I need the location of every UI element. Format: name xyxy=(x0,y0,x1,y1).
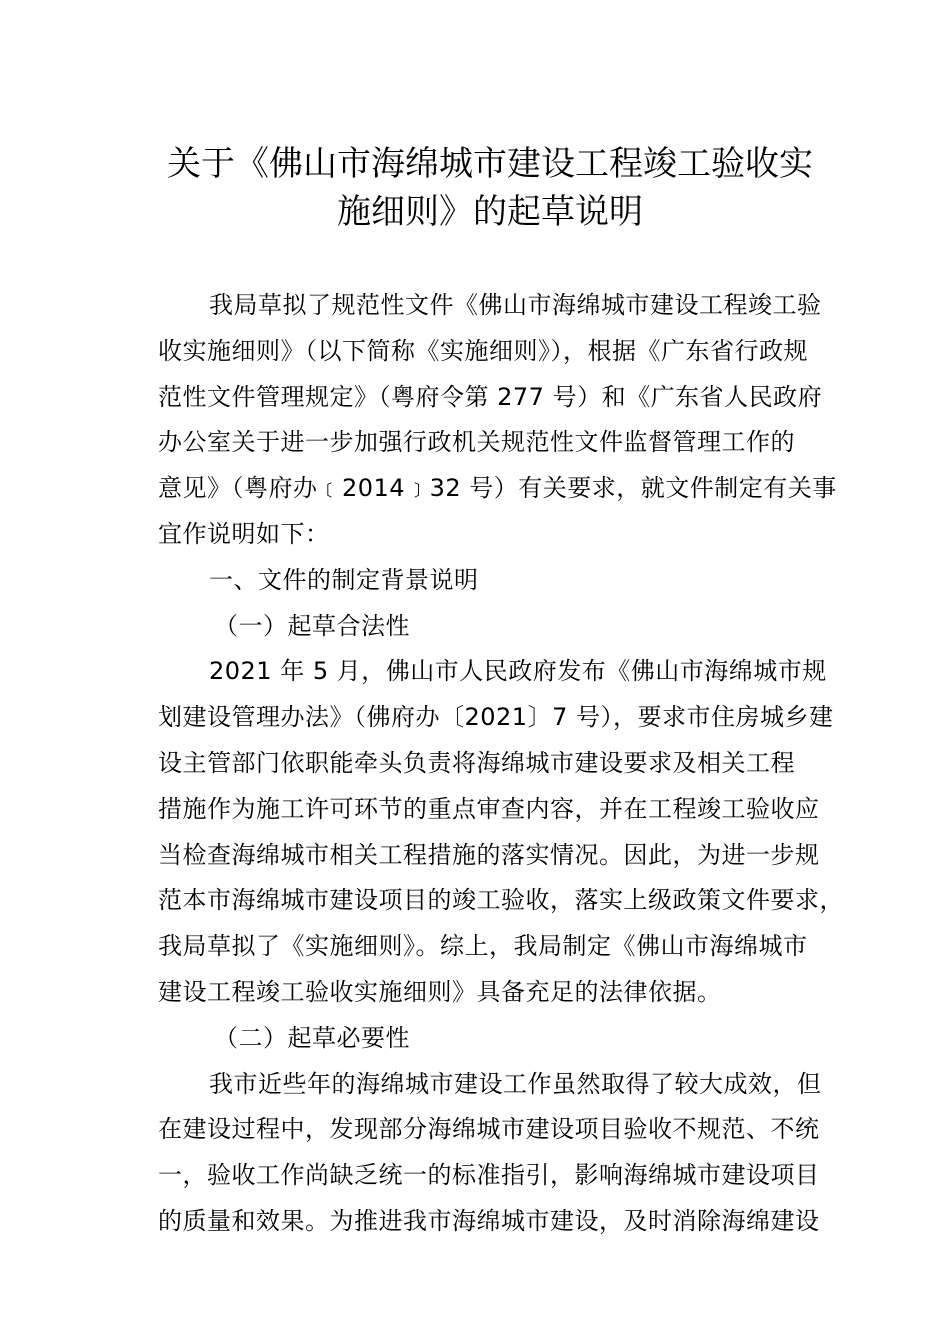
subsection-heading: （一）起草合法性 xyxy=(214,611,410,640)
paragraph-line: 收实施细则》（以下简称《实施细则》），根据《广东省行政规 xyxy=(158,336,808,365)
paragraph-line: 的质量和效果。为推进我市海绵城市建设，及时消除海绵建设 xyxy=(158,1206,820,1235)
paragraph-line: 范性文件管理规定》（粤府令第 277 号）和《广东省人民政府 xyxy=(158,382,823,411)
paragraph-line: 2021 年 5 月，佛山市人民政府发布《佛山市海绵城市规 xyxy=(209,657,827,686)
paragraph-line: 我局草拟了规范性文件《佛山市海绵城市建设工程竣工验 xyxy=(209,291,822,319)
title-line: 施细则》的起草说明 xyxy=(337,192,643,232)
paragraph-line: 范本市海绵城市建设项目的竣工验收，落实上级政策文件要求， xyxy=(158,886,844,915)
subsection-heading: （二）起草必要性 xyxy=(214,1023,410,1052)
paragraph-line: 宜作说明如下： xyxy=(158,519,330,548)
paragraph-line: 意见》（粤府办﹝2014﹞32 号）有关要求，就文件制定有关事 xyxy=(158,474,837,503)
title-line: 关于《佛山市海绵城市建设工程竣工验收实 xyxy=(167,144,813,184)
paragraph-line: 建设工程竣工验收实施细则》具备充足的法律依据。 xyxy=(158,977,722,1006)
paragraph-line: 办公室关于进一步加强行政机关规范性文件监督管理工作的 xyxy=(158,428,795,457)
paragraph-line: 我市近些年的海绵城市建设工作虽然取得了较大成效，但 xyxy=(209,1069,822,1098)
paragraph-line: 划建设管理办法》（佛府办〔2021〕7 号），要求市住房城乡建 xyxy=(158,703,834,732)
paragraph-line: 设主管部门依职能牵头负责将海绵城市建设要求及相关工程 xyxy=(158,748,795,777)
section-heading: 一、文件的制定背景说明 xyxy=(209,565,479,594)
document-body xyxy=(158,283,858,1245)
paragraph-line: 措施作为施工许可环节的重点审查内容，并在工程竣工验收应 xyxy=(158,794,820,823)
paragraph-line: 一，验收工作尚缺乏统一的标准指引，影响海绵城市建设项目 xyxy=(158,1161,820,1190)
paragraph-line: 我局草拟了《实施细则》。综上，我局制定《佛山市海绵城市 xyxy=(158,932,808,961)
paragraph-line: 在建设过程中，发现部分海绵城市建设项目验收不规范、不统 xyxy=(158,1115,820,1144)
document-title xyxy=(150,140,830,236)
paragraph-line: 当检查海绵城市相关工程措施的落实情况。因此，为进一步规 xyxy=(158,840,820,869)
